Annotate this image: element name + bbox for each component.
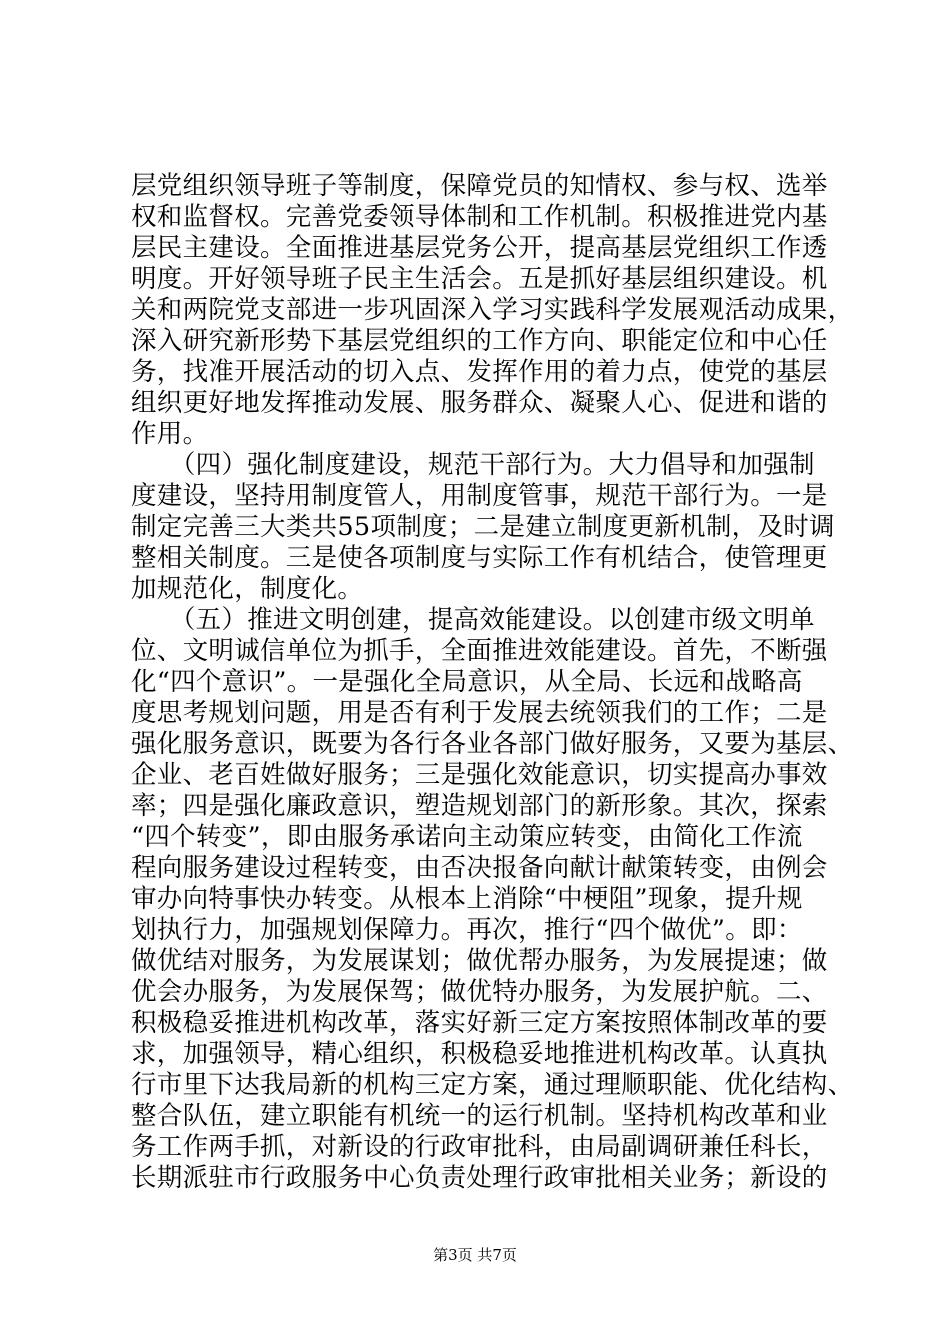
text-line: 制定完善三大类共55项制度；二是建立制度更新机制，及时调 (131, 512, 835, 542)
text-line: 作用。 (131, 419, 209, 449)
text-line: 行市里下达我局新的机构三定方案，通过理顺职能、优化结构、 (131, 1070, 854, 1100)
text-line: 强化服务意识，既要为各行各业各部门做好服务，又要为基层、 (131, 729, 854, 759)
text-line: 划执行力，加强规划保障力。再次，推行“四个做优”。即： (131, 915, 803, 945)
text-line: 程向服务建设过程转变，由否决报备向献计献策转变，由例会 (131, 853, 828, 883)
text-line: 积极稳妥推进机构改革，落实好新三定方案按照体制改革的要 (131, 1008, 828, 1038)
text-line: “四个转变”，即由服务承诺向主动策应转变，由简化工作流 (131, 822, 803, 852)
text-line: （四）强化制度建设，规范干部行为。大力倡导和加强制 (131, 450, 815, 480)
page-number: 第3页 共7页 (433, 1246, 517, 1264)
page-footer (0, 1245, 950, 1265)
text-line: 权和监督权。完善党委领导体制和工作机制。积极推进党内基 (131, 202, 828, 232)
text-line: 整相关制度。三是使各项制度与实际工作有机结合，使管理更 (131, 543, 828, 573)
text-line: 关和两院党支部进一步巩固深入学习实践科学发展观活动成果， (131, 295, 854, 325)
text-line: 组织更好地发挥推动发展、服务群众、凝聚人心、促进和谐的 (131, 388, 828, 418)
text-line: 务工作两手抓，对新设的行政审批科，由局副调研兼任科长， (131, 1132, 828, 1162)
text-line: 度思考规划问题，用是否有利于发展去统领我们的工作；二是 (131, 698, 828, 728)
text-line: 优会办服务，为发展保驾；做优特办服务，为发展护航。二、 (131, 977, 828, 1007)
body-text (131, 171, 854, 1194)
text-line: 加规范化，制度化。 (131, 574, 364, 604)
text-line: 求，加强领导，精心组织，积极稳妥地推进机构改革。认真执 (131, 1039, 828, 1069)
text-line: 位、文明诚信单位为抓手，全面推进效能建设。首先，不断强 (131, 636, 828, 666)
text-line: 度建设，坚持用制度管人，用制度管事，规范干部行为。一是 (131, 481, 828, 511)
text-line: 做优结对服务，为发展谋划；做优帮办服务，为发展提速；做 (131, 946, 828, 976)
text-line: 审办向特事快办转变。从根本上消除“中梗阻”现象，提升规 (131, 884, 803, 914)
text-line: 企业、老百姓做好服务；三是强化效能意识，切实提高办事效 (131, 760, 828, 790)
text-line: 率；四是强化廉政意识，塑造规划部门的新形象。其次，探索 (131, 791, 828, 821)
text-line: 务，找准开展活动的切入点、发挥作用的着力点，使党的基层 (131, 357, 828, 387)
text-line: 长期派驻市行政服务中心负责处理行政审批相关业务；新设的 (131, 1163, 828, 1193)
text-line: 层党组织领导班子等制度，保障党员的知情权、参与权、选举 (131, 171, 828, 201)
text-line: 化“四个意识”。一是强化全局意识，从全局、长远和战略高 (131, 667, 803, 697)
text-line: （五）推进文明创建，提高效能建设。以创建市级文明单 (131, 605, 815, 635)
text-line: 整合队伍，建立职能有机统一的运行机制。坚持机构改革和业 (131, 1101, 828, 1131)
text-line: 深入研究新形势下基层党组织的工作方向、职能定位和中心任 (131, 326, 828, 356)
text-line: 明度。开好领导班子民主生活会。五是抓好基层组织建设。机 (131, 264, 828, 294)
text-line: 层民主建设。全面推进基层党务公开，提高基层党组织工作透 (131, 233, 828, 263)
